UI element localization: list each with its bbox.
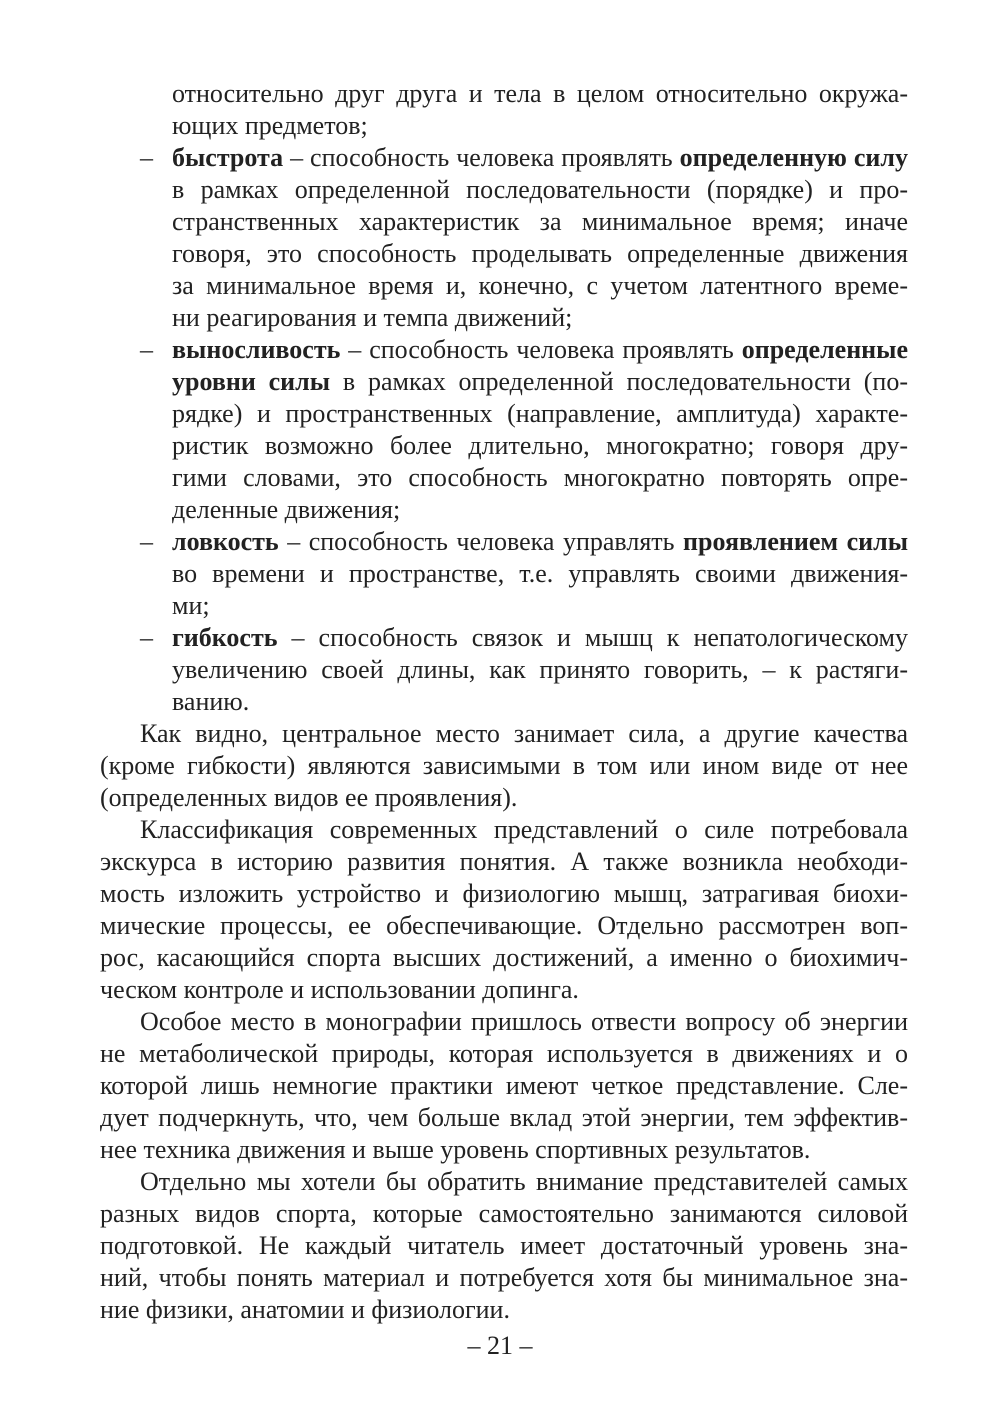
text-line: [0, 526, 1000, 558]
text-line: [0, 1262, 1000, 1294]
text-run: увеличению своей длины, как принято говорить, – к растяги-: [172, 655, 908, 684]
text-run: странственных характеристик за минимальное время; иначе: [172, 207, 908, 236]
text-run: рядке) и пространственных (направление, амплитуда) характе-: [172, 399, 908, 428]
text-line: [0, 430, 1000, 462]
line-text: [100, 1198, 908, 1230]
text-run: ющих предметов;: [172, 111, 368, 140]
line-text: [172, 270, 908, 302]
line-text: [172, 206, 908, 238]
text-line: [0, 686, 1000, 718]
line-text: [172, 78, 908, 110]
text-run: экскурса в историю развития понятия. А также возникла необходи-: [100, 847, 908, 876]
text-run: в рамках определенной последовательности (порядке) и про-: [172, 175, 908, 204]
text-run: Как видно, центральное место занимает сила, а другие качества: [140, 719, 908, 748]
text-run: относительно друг друга и тела в целом относительно окружа-: [172, 79, 908, 108]
line-text: [140, 814, 908, 846]
line-text: [172, 142, 908, 174]
bold-term: уровни силы: [172, 367, 331, 396]
bold-term: выносливость: [172, 335, 341, 364]
text-run: ванию.: [172, 687, 250, 716]
text-line: [0, 302, 1000, 334]
text-line: [0, 846, 1000, 878]
text-line: [0, 1294, 1000, 1326]
line-text: [100, 1038, 908, 1070]
text-line: [0, 1230, 1000, 1262]
text-run: ние физики, анатомии и физиологии.: [100, 1295, 510, 1324]
text-line: [0, 718, 1000, 750]
text-line: [0, 1198, 1000, 1230]
bold-term: определенные: [741, 335, 908, 364]
text-run: гими словами, это способность многократно повторять опре-: [172, 463, 908, 492]
line-text: [100, 910, 908, 942]
text-line: [0, 78, 1000, 110]
text-run: – способность человека проявлять: [340, 335, 742, 364]
line-text: [172, 686, 249, 718]
line-text: [100, 1262, 908, 1294]
text-run: нее техника движения и выше уровень спортивных результатов.: [100, 1135, 811, 1164]
text-line: [0, 974, 1000, 1006]
line-text: [140, 718, 908, 750]
text-line: [0, 942, 1000, 974]
line-text: [172, 430, 908, 462]
text-run: не метаболической природы, которая используется в движениях и о: [100, 1039, 908, 1068]
line-text: [100, 1294, 510, 1326]
line-text: [100, 974, 579, 1006]
text-line: [0, 782, 1000, 814]
text-line: [0, 494, 1000, 526]
text-run: Особое место в монографии пришлось отвести вопросу об энергии: [140, 1007, 908, 1036]
line-text: [172, 398, 908, 430]
line-text: [172, 174, 908, 206]
text-line: [0, 398, 1000, 430]
text-run: (кроме гибкости) являются зависимыми в том или ином виде от нее: [100, 751, 908, 780]
text-run: ний, чтобы понять материал и потребуется хотя бы минимальное зна-: [100, 1263, 908, 1292]
text-run: мические процессы, ее обеспечивающие. Отдельно рассмотрен воп-: [100, 911, 908, 940]
text-run: мость изложить устройство и физиологию мышц, затрагивая биохи-: [100, 879, 908, 908]
text-line: [0, 814, 1000, 846]
line-text: [172, 334, 908, 366]
text-line: [0, 206, 1000, 238]
text-line: [0, 334, 1000, 366]
line-text: [100, 846, 908, 878]
text-line: [0, 654, 1000, 686]
text-run: за минимальное время и, конечно, с учетом латентного време-: [172, 271, 908, 300]
line-text: [172, 654, 908, 686]
bold-term: гибкость: [172, 623, 278, 652]
text-line: [0, 238, 1000, 270]
line-text: [140, 1166, 908, 1198]
text-line: [0, 750, 1000, 782]
text-run: ни реагирования и темпа движений;: [172, 303, 573, 332]
line-text: [100, 750, 908, 782]
line-text: [172, 526, 908, 558]
text-run: – способность человека проявлять: [283, 143, 680, 172]
text-line: [0, 110, 1000, 142]
text-run: деленные движения;: [172, 495, 401, 524]
bold-term: проявлением силы: [683, 527, 908, 556]
list-dash: –: [140, 623, 153, 652]
text-line: [0, 1070, 1000, 1102]
text-line: [0, 462, 1000, 494]
line-text: [100, 1070, 908, 1102]
line-text: [172, 110, 368, 142]
text-line: [0, 1166, 1000, 1198]
text-line: [0, 1006, 1000, 1038]
line-text: [172, 238, 908, 270]
line-text: [172, 494, 400, 526]
text-line: [0, 558, 1000, 590]
line-text: [172, 622, 908, 654]
line-text: [140, 1006, 908, 1038]
text-line: [0, 1038, 1000, 1070]
text-line: [0, 270, 1000, 302]
bold-term: ловкость: [172, 527, 279, 556]
text-run: рос, касающийся спорта высших достижений, а именно о биохимич-: [100, 943, 908, 972]
text-line: [0, 1134, 1000, 1166]
page-number: – 21 –: [467, 1331, 533, 1360]
text-line: [0, 142, 1000, 174]
text-run: подготовкой. Не каждый читатель имеет достаточный уровень зна-: [100, 1231, 908, 1260]
line-text: [172, 462, 908, 494]
text-run: говоря, это способность проделывать определенные движения: [172, 239, 908, 268]
list-dash: –: [140, 335, 153, 364]
text-run: – способность связок и мышц к непатологическому: [277, 623, 908, 652]
text-run: во времени и пространстве, т.е. управлять своими движения-: [172, 559, 908, 588]
list-dash: –: [140, 143, 153, 172]
text-run: Классификация современных представлений о силе потребовала: [140, 815, 908, 844]
line-text: [172, 302, 572, 334]
line-text: [100, 1134, 810, 1166]
text-line: [0, 878, 1000, 910]
text-run: в рамках определенной последовательности (по-: [330, 367, 908, 396]
text-line: [0, 910, 1000, 942]
line-text: [100, 878, 908, 910]
line-text: [100, 1102, 908, 1134]
text-run: разных видов спорта, которые самостоятельно занимаются силовой: [100, 1199, 908, 1228]
line-text: [100, 782, 517, 814]
bold-term: определенную силу: [679, 143, 908, 172]
line-text: [172, 590, 210, 622]
text-run: Отдельно мы хотели бы обратить внимание представителей самых: [140, 1167, 908, 1196]
line-text: [100, 1230, 908, 1262]
text-run: ристик возможно более длительно, многократно; говоря дру-: [172, 431, 908, 460]
text-run: которой лишь немногие практики имеют четкое представление. Сле-: [100, 1071, 908, 1100]
text-line: [0, 622, 1000, 654]
text-run: дует подчеркнуть, что, чем больше вклад этой энергии, тем эффектив-: [100, 1103, 908, 1132]
text-line: [0, 366, 1000, 398]
bold-term: быстрота: [172, 143, 284, 172]
line-text: [172, 558, 908, 590]
text-run: ческом контроле и использовании допинга.: [100, 975, 579, 1004]
line-text: [100, 942, 908, 974]
line-text: [172, 366, 908, 398]
text-run: – способность человека управлять: [278, 527, 684, 556]
text-line: [0, 590, 1000, 622]
list-dash: –: [140, 527, 153, 556]
text-line: [0, 1102, 1000, 1134]
text-run: ми;: [172, 591, 210, 620]
text-run: (определенных видов ее проявления).: [100, 783, 518, 812]
text-line: [0, 174, 1000, 206]
